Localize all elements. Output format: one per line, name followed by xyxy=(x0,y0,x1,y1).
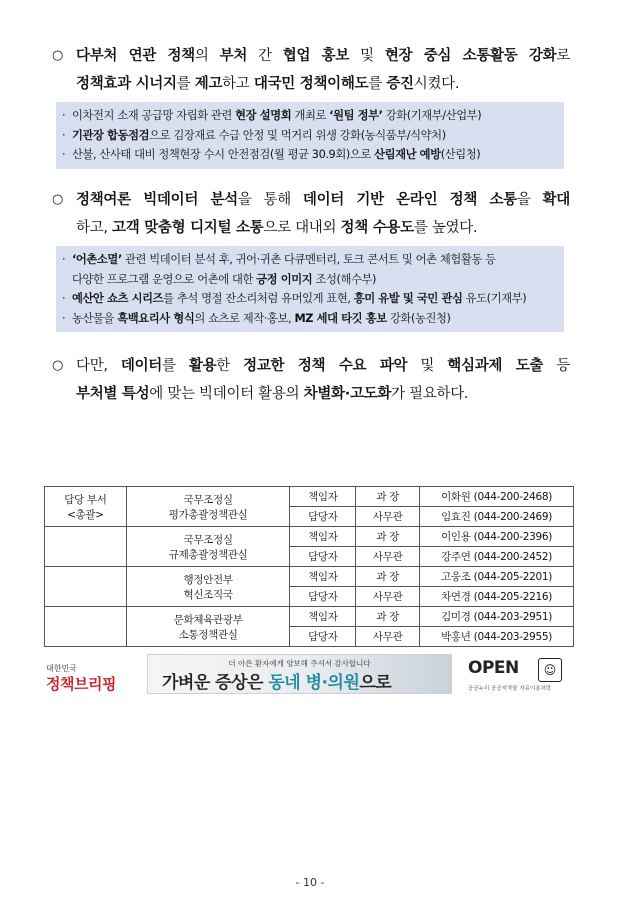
circle-bullet-icon: ○ xyxy=(52,358,64,373)
banner-top-text: 더 아픈 환자에게 양보해 주셔서 감사합니다 xyxy=(228,659,371,668)
text-run: 흥미 유발 및 국민 관심 xyxy=(353,292,463,305)
text-run: 정책여론 빅데이터 분석 xyxy=(76,192,238,208)
text-run: ‘원팀 정부’ xyxy=(329,109,383,122)
text-run: 강화(농진청) xyxy=(386,311,451,325)
example-item xyxy=(62,309,558,329)
text-run: 의 xyxy=(194,48,220,64)
text-run: 고객 맞춤형 디지털 소통 xyxy=(112,220,264,236)
text-run: 농산물을 xyxy=(72,311,118,325)
text-run: 및 xyxy=(407,358,448,374)
contact-cell: 이인용 (044-200-2396) xyxy=(420,527,574,547)
text-run: 간 xyxy=(247,48,283,64)
text-run: 기관장 합동점검 xyxy=(72,128,150,142)
example-box-1 xyxy=(56,102,564,169)
paragraph-line xyxy=(76,42,570,70)
text-run: 으로 김장재료 수급 안정 및 먹거리 위생 강화(농식품부/식약처) xyxy=(149,128,446,142)
title-cell: 사무관 xyxy=(356,587,420,607)
title-cell: 사무관 xyxy=(356,627,420,647)
text-run: 조성(해수부) xyxy=(312,272,377,286)
text-run: 제고 xyxy=(194,76,223,92)
example-item xyxy=(62,289,558,309)
role-cell: 책임자 xyxy=(290,487,356,507)
text-run: 개최로 xyxy=(291,109,330,122)
text-run: 를 xyxy=(162,358,189,374)
org-name: 국무조정실 xyxy=(183,493,233,506)
text-run: 확대 xyxy=(542,192,570,208)
open-caption: 공공누리 공공저작물 자유이용허락 xyxy=(468,686,552,692)
person-icon: ☺ xyxy=(538,658,562,682)
org-name: 문화체육관광부 xyxy=(173,613,243,626)
dot-bullet-icon: · xyxy=(62,292,66,305)
text-run: 활용 xyxy=(188,358,217,374)
text-run: 및 xyxy=(349,48,385,64)
text-run: 하고 xyxy=(222,76,254,92)
text-run: 부처별 특성 xyxy=(76,386,150,402)
title-cell: 사무관 xyxy=(356,507,420,527)
title-cell: 과 장 xyxy=(356,527,420,547)
text-run: 현장 중심 소통활동 강화 xyxy=(384,48,557,64)
table-row xyxy=(45,487,574,507)
text-run: 를 추석 명절 잔소리처럼 유머있게 표현, xyxy=(163,292,354,305)
contact-cell: 차연경 (044-205-2216) xyxy=(420,587,574,607)
text-run: 정교한 정책 수요 파악 xyxy=(243,358,408,374)
circle-bullet-icon: ○ xyxy=(52,48,64,63)
logo-main-text xyxy=(46,674,118,694)
empty-cell xyxy=(45,607,127,647)
text-run: 데이터 기반 온라인 정책 소통 xyxy=(302,192,517,208)
text-run: 강화(기재부/산업부) xyxy=(382,109,482,122)
paragraph-line xyxy=(76,214,570,242)
org-cell xyxy=(126,527,290,567)
text-run: 부처 xyxy=(219,48,248,64)
text-run: 차별화·고도화 xyxy=(303,386,392,402)
org-name: 행정안전부 xyxy=(183,573,233,586)
text-run: 증진 xyxy=(386,76,414,92)
text-run: 산림재난 예방 xyxy=(374,148,441,161)
page-number: - 10 - xyxy=(295,876,325,889)
dot-bullet-icon: · xyxy=(62,253,66,266)
paragraph-line xyxy=(76,186,570,214)
dept-label: 담당 부서 xyxy=(64,493,107,506)
text-run: 으로 대내외 xyxy=(263,220,341,236)
text-run: 에 맞는 빅데이터 활용의 xyxy=(149,386,304,402)
paragraph-1 xyxy=(52,42,570,98)
dept-label-cell xyxy=(45,487,127,527)
dept-sub-label: <총괄> xyxy=(67,508,104,521)
contact-cell: 김미경 (044-203-2951) xyxy=(420,607,574,627)
org-division: 평가총괄정책관실 xyxy=(168,508,248,521)
text-run: 다만, xyxy=(76,358,121,374)
text-run: 유도(기재부) xyxy=(462,292,527,305)
role-cell: 담당자 xyxy=(290,547,356,567)
text-run: 다양한 프로그램 운영으로 어촌에 대한 xyxy=(72,272,257,286)
text-run: 현장 설명회 xyxy=(235,109,292,122)
contact-cell: 이화원 (044-200-2468) xyxy=(420,487,574,507)
logo-small-text: 대한민국 xyxy=(46,664,77,673)
banner-main-text xyxy=(162,668,391,693)
table-row xyxy=(45,567,574,587)
campaign-banner xyxy=(147,654,452,694)
dot-bullet-icon: · xyxy=(62,109,66,122)
text-run: 를 xyxy=(368,76,387,92)
role-cell: 담당자 xyxy=(290,507,356,527)
paragraph-line xyxy=(76,352,570,380)
example-item xyxy=(62,270,558,290)
example-item xyxy=(62,126,558,146)
org-division: 혁신조직국 xyxy=(183,588,233,601)
example-box-2 xyxy=(56,246,564,332)
text-run: 예산안 쇼츠 시리즈 xyxy=(72,292,164,305)
text-run: 관련 빅데이터 분석 후, 귀어·귀촌 다큐멘터리, 토크 콘서트 및 어촌 체험활동 등 xyxy=(121,253,496,266)
contact-cell: 고웅조 (044-205-2201) xyxy=(420,567,574,587)
example-item xyxy=(62,250,558,270)
role-cell: 책임자 xyxy=(290,607,356,627)
org-division: 규제총괄정책관실 xyxy=(168,548,248,561)
contact-cell: 강주연 (044-200-2452) xyxy=(420,547,574,567)
text-run: 가 필요하다. xyxy=(391,386,469,402)
dot-bullet-icon: · xyxy=(62,148,66,161)
text-run: 대국민 정책이해도 xyxy=(253,76,369,92)
org-cell xyxy=(126,607,290,647)
text-run: 데이터 xyxy=(120,358,162,374)
role-cell: 담당자 xyxy=(290,627,356,647)
text-run: 을 통해 xyxy=(237,192,303,208)
text-run: 의 쇼츠로 제작·홍보, xyxy=(194,311,295,325)
table-row xyxy=(45,527,574,547)
empty-cell xyxy=(45,567,127,607)
open-word: OPEN xyxy=(468,658,519,678)
text-run: 핵심과제 도출 xyxy=(447,358,544,374)
banner-main-b: 동네 병·의원 xyxy=(268,673,360,693)
logo-main-label: 정책브리핑 xyxy=(46,675,116,693)
org-cell xyxy=(126,487,290,527)
role-cell: 책임자 xyxy=(290,567,356,587)
open-license-logo xyxy=(468,656,572,694)
text-run: 협업 홍보 xyxy=(282,48,350,64)
title-cell: 과 장 xyxy=(356,487,420,507)
org-division: 소통정책관실 xyxy=(178,628,238,641)
paragraph-line xyxy=(76,380,570,408)
paragraph-2 xyxy=(52,186,570,242)
role-cell: 책임자 xyxy=(290,527,356,547)
text-run: 을 xyxy=(516,192,543,208)
policy-briefing-logo xyxy=(46,664,118,698)
text-run: ‘어촌소멸’ xyxy=(72,253,122,266)
text-run: 정책효과 시너지 xyxy=(76,76,177,92)
text-run: MZ 세대 타깃 홍보 xyxy=(294,311,387,325)
text-run: 긍정 이미지 xyxy=(256,272,313,286)
title-cell: 과 장 xyxy=(356,567,420,587)
example-item xyxy=(62,145,558,165)
contact-cell: 박홍년 (044-203-2955) xyxy=(420,627,574,647)
text-run: 산불, 산사태 대비 정책현장 수시 안전점검(월 평균 30.9회)으로 xyxy=(72,148,375,161)
text-run: 로 xyxy=(556,48,570,64)
dot-bullet-icon: · xyxy=(62,311,66,325)
table-row xyxy=(45,607,574,627)
org-cell xyxy=(126,567,290,607)
text-run: 등 xyxy=(543,358,570,374)
paragraph-3 xyxy=(52,352,570,408)
text-run: 시켰다. xyxy=(413,76,460,92)
title-cell: 사무관 xyxy=(356,547,420,567)
text-run: (산림청) xyxy=(440,148,481,161)
empty-cell xyxy=(45,527,127,567)
text-run: 흑백요리사 형식 xyxy=(117,311,195,325)
contact-cell: 임효진 (044-200-2469) xyxy=(420,507,574,527)
banner-main-c: 으로 xyxy=(359,673,392,693)
paragraph-line xyxy=(76,70,570,98)
org-name: 국무조정실 xyxy=(183,533,233,546)
contacts-table xyxy=(44,486,574,647)
example-item xyxy=(62,106,558,126)
title-cell: 과 장 xyxy=(356,607,420,627)
circle-bullet-icon: ○ xyxy=(52,192,64,207)
role-cell: 담당자 xyxy=(290,587,356,607)
dot-bullet-icon: · xyxy=(62,128,66,142)
text-run: 이차전지 소재 공급망 자립화 관련 xyxy=(72,109,236,122)
banner-main-a: 가벼운 증상은 xyxy=(162,673,269,693)
text-run: 정책 수용도 xyxy=(340,220,414,236)
text-run: 를 xyxy=(176,76,195,92)
text-run: 다부처 연관 정책 xyxy=(76,48,195,64)
text-run: 하고, xyxy=(76,220,113,236)
text-run: 한 xyxy=(216,358,244,374)
text-run: 를 높였다. xyxy=(413,220,478,236)
